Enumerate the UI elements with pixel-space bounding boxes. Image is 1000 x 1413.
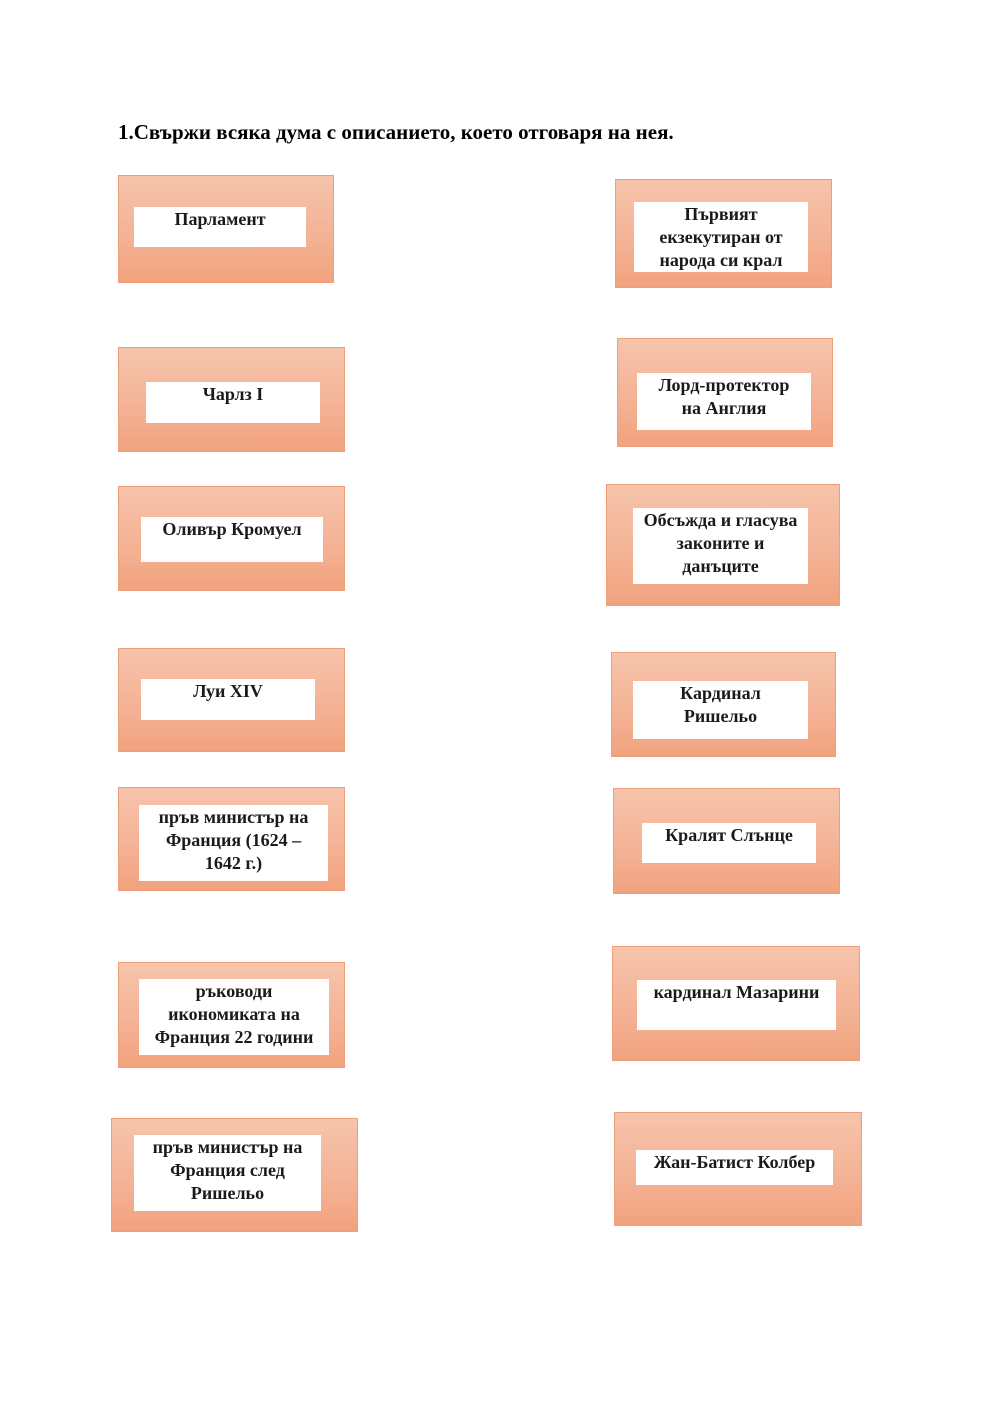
match-card-label: кардинал Мазарини	[637, 980, 836, 1030]
match-card-label: Оливър Кромуел	[141, 517, 323, 562]
match-card-parliament-description[interactable]	[606, 484, 840, 606]
match-card-sun-king[interactable]	[613, 788, 840, 894]
match-card-label: Първият екзекутиран от народа си крал	[634, 202, 808, 272]
exercise-title: 1.Свържи всяка дума с описанието, което отговаря на нея.	[118, 120, 674, 144]
match-card-charles-i[interactable]	[118, 347, 345, 452]
match-card-colbert[interactable]	[614, 1112, 862, 1226]
match-card-cromwell[interactable]	[118, 486, 345, 591]
match-card-label: Лорд-протектор на Англия	[637, 373, 811, 430]
match-card-label: пръв министър на Франция след Ришельо	[134, 1135, 321, 1211]
match-card-richelieu-description[interactable]	[118, 787, 345, 891]
match-card-label: Кралят Слънце	[642, 823, 816, 863]
match-card-louis-xiv[interactable]	[118, 648, 345, 752]
match-card-label: Чарлз I	[146, 382, 320, 423]
match-card-cardinal-richelieu[interactable]	[611, 652, 836, 757]
match-card-parliament[interactable]	[118, 175, 334, 283]
match-card-executed-king[interactable]	[615, 179, 832, 288]
match-card-label: пръв министър на Франция (1624 – 1642 г.)	[139, 805, 328, 881]
match-card-mazarin-description[interactable]	[111, 1118, 358, 1232]
match-card-cardinal-mazarin[interactable]	[612, 946, 860, 1061]
match-card-lord-protector[interactable]	[617, 338, 833, 447]
match-card-label: Обсъжда и гласува законите и данъците	[633, 508, 808, 584]
match-card-label: ръководи икономиката на Франция 22 години	[139, 979, 329, 1055]
match-card-label: Луи XIV	[141, 679, 315, 720]
match-card-label: Кардинал Ришельо	[633, 681, 808, 739]
match-card-label: Парламент	[134, 207, 306, 247]
match-card-label: Жан-Батист Колбер	[636, 1150, 833, 1185]
match-card-colbert-description[interactable]	[118, 962, 345, 1068]
